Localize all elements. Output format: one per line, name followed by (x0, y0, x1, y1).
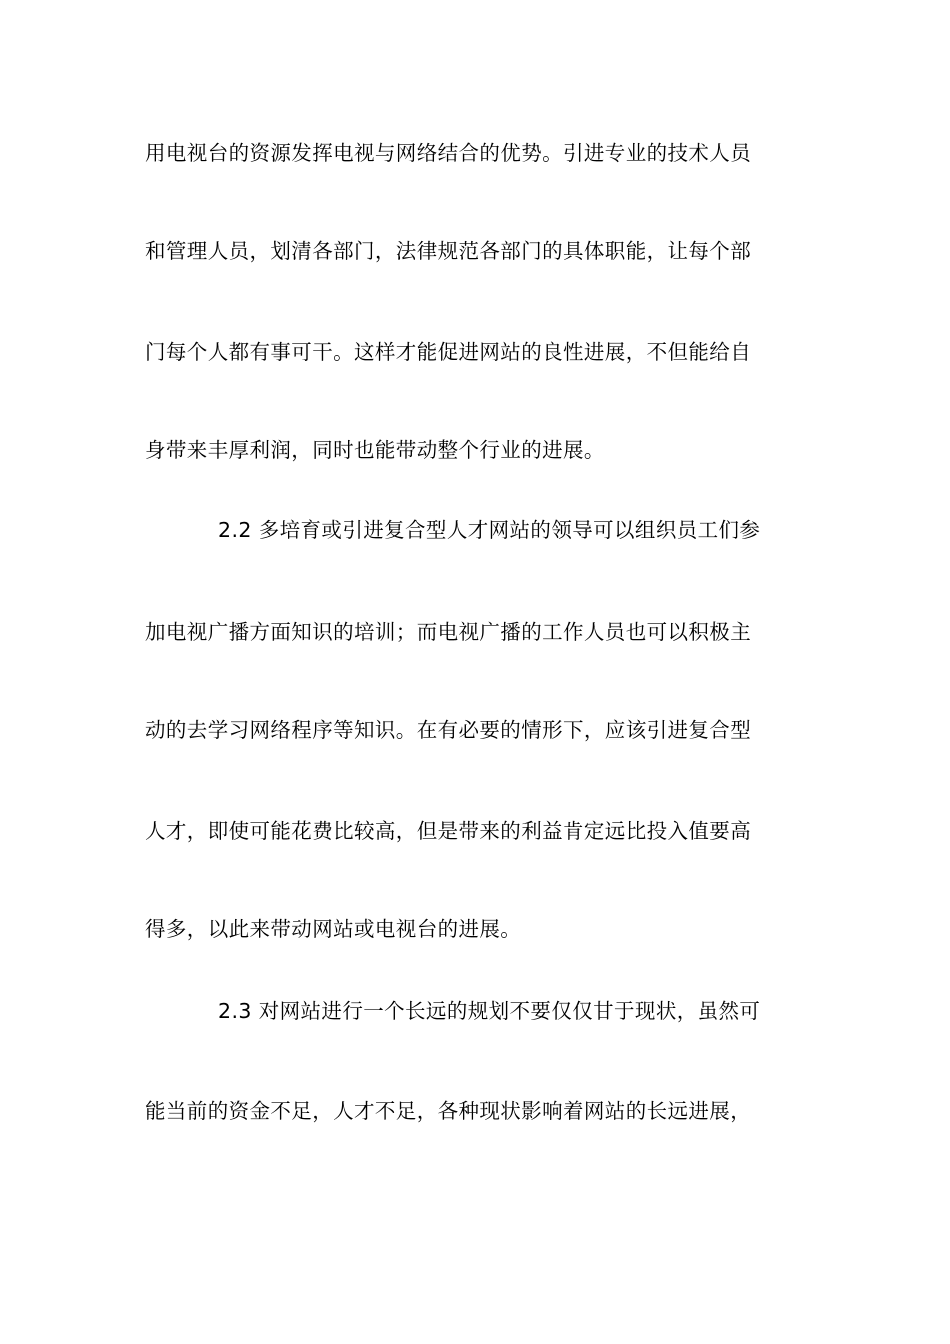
section-heading-2-3: 2.3 对网站进行一个长远的规划不要仅仅甘于现状，虽然可 (218, 999, 761, 1023)
text-line: 门每个人都有事可干。这样才能促进网站的良性进展，不但能给自 (145, 340, 752, 364)
text-line: 动的去学习网络程序等知识。在有必要的情形下，应该引进复合型 (145, 718, 752, 742)
text-line: 用电视台的资源发挥电视与网络结合的优势。引进专业的技术人员 (145, 141, 752, 165)
text-line: 能当前的资金不足，人才不足，各种现状影响着网站的长远进展， (145, 1099, 752, 1123)
text-line: 得多，以此来带动网站或电视台的进展。 (145, 917, 522, 941)
text-line: 身带来丰厚利润，同时也能带动整个行业的进展。 (145, 438, 605, 462)
text-line: 加电视广播方面知识的培训；而电视广播的工作人员也可以积极主 (145, 620, 752, 644)
text-line: 和管理人员，划清各部门，法律规范各部门的具体职能，让每个部 (145, 239, 752, 263)
section-heading-2-2: 2.2 多培育或引进复合型人才网站的领导可以组织员工们参 (218, 518, 761, 542)
text-line: 人才，即使可能花费比较高，但是带来的利益肯定远比投入值要高 (145, 819, 752, 843)
